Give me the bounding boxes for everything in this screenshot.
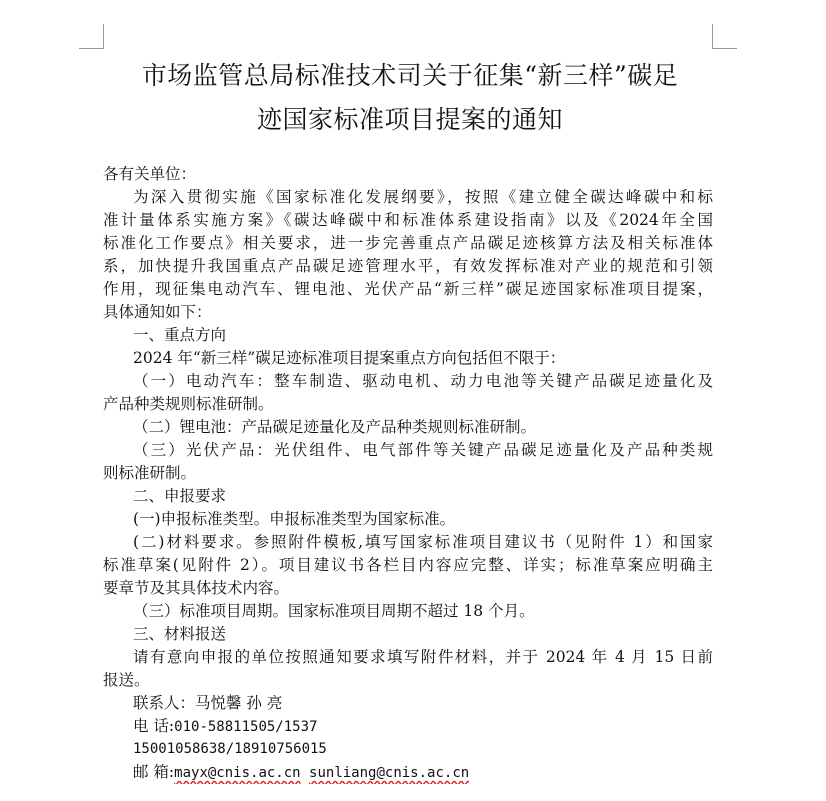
intro-line: 具体通知如下： bbox=[103, 303, 212, 321]
contact-people: 联系人：马悦馨 孙 亮 bbox=[133, 694, 283, 712]
email-address[interactable]: sunliang@cnis.ac.cn bbox=[309, 765, 470, 781]
contact-phone-line bbox=[133, 715, 317, 738]
requirement-item-materials: (二)材料要求。参照附件模板,填写国家标准项目建议书（见附件 1）和国家 bbox=[133, 533, 713, 551]
document-title-line-2: 迹国家标准项目提案的通知 bbox=[256, 105, 563, 134]
focus-item-pv-cont: 则标准研制。 bbox=[103, 464, 197, 482]
focus-item-ev-cont: 产品种类规则标准研制。 bbox=[103, 395, 274, 413]
section-heading-requirements: 二、申报要求 bbox=[133, 487, 227, 505]
intro-line: 系，加快提升我国重点产品碳足迹管理水平，有效发挥标准对产业的规范和引领 bbox=[103, 257, 713, 275]
salutation: 各有关单位： bbox=[103, 165, 197, 183]
email-address[interactable]: mayx@cnis.ac.cn bbox=[174, 765, 301, 781]
section-heading-submission: 三、材料报送 bbox=[133, 625, 227, 643]
intro-line: 准计量体系实施方案》《碳达峰碳中和标准体系建设指南》以及《2024年全国 bbox=[103, 211, 713, 229]
intro-line: 标准化工作要点》相关要求，进一步完善重点产品碳足迹核算方法及相关标准体 bbox=[103, 234, 713, 252]
requirement-item-period: （三）标准项目周期。国家标准项目周期不超过 18 个月。 bbox=[133, 602, 535, 620]
intro-line: 作用，现征集电动汽车、锂电池、光伏产品“新三样”碳足迹国家标准项目提案， bbox=[103, 280, 713, 298]
phone-number: 010-58811505/1537 bbox=[174, 719, 318, 735]
submission-body-cont: 报送。 bbox=[103, 671, 150, 689]
section-heading-focus: 一、重点方向 bbox=[133, 326, 227, 344]
phone-label: 电 话: bbox=[133, 717, 175, 735]
requirement-item-materials-cont: 要章节及其具体技术内容。 bbox=[103, 579, 290, 597]
contact-email-line bbox=[133, 761, 469, 784]
focus-item-ev: （一）电动汽车：整车制造、驱动电机、动力电池等关键产品碳足迹量化及 bbox=[133, 372, 713, 390]
submission-body: 请有意向申报的单位按照通知要求填写附件材料，并于 2024 年 4 月 15 日前 bbox=[133, 648, 713, 666]
section-lead: 2024 年“新三样”碳足迹标准项目提案重点方向包括但不限于： bbox=[133, 349, 566, 367]
document-title-line-1: 市场监管总局标准技术司关于征集“新三样”碳足 bbox=[141, 61, 679, 90]
focus-item-pv: （三）光伏产品：光伏组件、电气部件等关键产品碳足迹量化及产品种类规 bbox=[133, 441, 713, 459]
crop-mark-top-right bbox=[712, 24, 737, 49]
focus-item-battery: （二）锂电池：产品碳足迹量化及产品种类规则标准研制。 bbox=[133, 418, 537, 436]
crop-mark-top-left bbox=[79, 24, 104, 49]
requirement-item-type: (一)申报标准类型。申报标准类型为国家标准。 bbox=[133, 510, 456, 528]
requirement-item-materials-cont: 标准草案(见附件 2）。项目建议书各栏目内容应完整、详实；标准草案应明确主 bbox=[103, 556, 713, 574]
intro-line: 为深入贯彻实施《国家标准化发展纲要》，按照《建立健全碳达峰碳中和标 bbox=[133, 188, 713, 206]
contact-phone-mobile: 15001058638/18910756015 bbox=[133, 741, 327, 757]
email-label: 邮 箱: bbox=[133, 763, 175, 781]
